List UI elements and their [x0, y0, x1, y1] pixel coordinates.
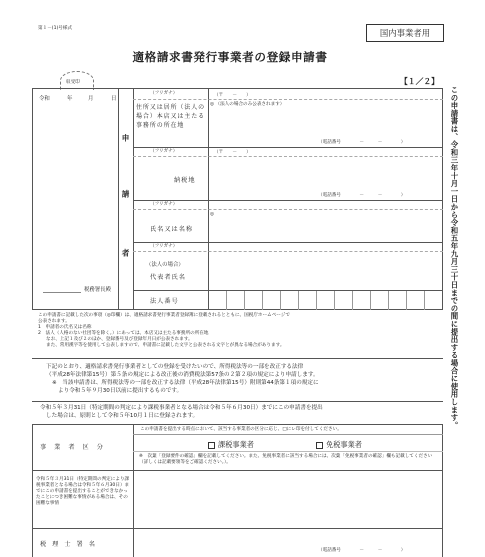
name-public-mark-icon: ◎	[210, 212, 215, 217]
applicant-char-1: 申	[121, 134, 130, 143]
notice-item-4: また、常用漢字等を使用して公表しますので、申請書に記載した文字と公表される文字とが異なる場合があります。	[46, 343, 285, 348]
biz-section-note: ※ 次葉「登録要件の確認」欄を記載してください。また、免税事業者に該当する場合には、次葉「免税事業者の確認」欄も記載してください（詳しくは記載要領等をご確認ください。）。	[139, 454, 433, 465]
domestic-badge: 国内事業者用	[366, 24, 444, 42]
date-day: 日	[111, 96, 117, 102]
biz-section-label: 事業者区分	[40, 444, 111, 451]
form-code: 第１－(1)号様式	[38, 26, 73, 31]
page-indicator: 【１／２】	[400, 77, 439, 86]
notice-item-3: なお、上記１及び２のほか、登録番号及び登録年月日が公表されます。	[46, 337, 193, 342]
deadline-note	[32, 404, 443, 420]
notice-line-2: 公表されます。	[38, 319, 70, 324]
name-furigana: （フリガナ）	[150, 202, 178, 207]
address-note: （法人の場合のみ公表されます）	[215, 102, 285, 107]
option-taxable[interactable]	[208, 440, 254, 450]
exempt-checkbox[interactable]	[316, 442, 323, 449]
biz-section-instruction: この申請書を提出する時点において、該当する事業者の区分に応じ、□にレ印を付してください。	[140, 427, 342, 432]
bottom-phone: （電話番号 － － ）	[318, 548, 406, 553]
statement-line-1: 下記のとおり、適格請求書発行事業者としての登録を受けたいので、所得税法等の一部を改正する法律	[46, 364, 304, 370]
exempt-label: 免税事業者	[326, 440, 362, 449]
date-year: 年	[67, 96, 73, 102]
option-exempt[interactable]	[316, 440, 362, 450]
applicant-char-3: 者	[121, 249, 130, 258]
address-phone: （電話番号 － － ）	[318, 140, 406, 145]
address-postal: （〒 － ）	[214, 93, 251, 98]
application-statement	[32, 358, 443, 402]
tax-accountant-label: 税理士署名	[40, 541, 101, 548]
deadline-line-2: した場合は、原則として令和５年10月１日に登録されます。	[46, 413, 199, 419]
usage-period-note: この申請書は、令和三年十月一日から令和五年九月三十日までの間に提出する場合に使用します。	[450, 86, 459, 430]
taxplace-postal: （〒 － ）	[214, 150, 251, 155]
taxplace-phone: （電話番号 － － ）	[318, 193, 406, 198]
notice-line-1: この申請書に記載した次の事項（◎印欄）は、適格請求書発行事業者登録簿に登載されるとともに、国税庁ホームページで	[38, 313, 290, 318]
difficulty-label: 令和５年３月31日（特定期間の判定により課税事業者となる場合は令和５年６月30日）までにこの申請書を提出することができなかったことにつき困難な事情がある場合は、その困難な事情	[36, 477, 130, 506]
deadline-line-1: 令和５年３月31日（特定期間の判定により課税事業者となる場合は令和５年６月30日）までにこの申請書を提出	[40, 405, 323, 411]
rep-label-2: 代表者氏名	[150, 274, 186, 281]
form-title: 適格請求書発行事業者の登録申請書	[132, 50, 328, 64]
date-month: 月	[88, 96, 94, 102]
tax-office-label: 税務署長殿	[84, 287, 111, 293]
statement-line-2: （平成28年法律第15号）第５条の規定による改正後の消費税法第57条の２第２項の規定により申請します。	[46, 372, 319, 378]
applicant-frame	[32, 88, 443, 310]
taxable-label: 課税事業者	[218, 440, 254, 449]
address-label: 住所又は居所（法人の場合）本店又は主たる事務所の所在地	[136, 104, 206, 129]
date-era: 令和	[39, 96, 50, 102]
public-mark-icon: ◎	[210, 102, 215, 107]
corp-number-label: 法人番号	[150, 298, 179, 305]
taxplace-furigana: （フリガナ）	[150, 149, 178, 154]
statement-line-4: より令和５年９月30日以前に提出するものです。	[58, 388, 183, 394]
applicant-char-2: 請	[121, 190, 130, 199]
public-notice	[38, 313, 442, 349]
corp-number-cells[interactable]	[209, 291, 442, 310]
taxplace-label: 納税地	[174, 177, 196, 184]
receipt-stamp-label: 収受印	[66, 80, 80, 85]
notice-item-2: 2 法人（人格のない社団等を除く。）にあっては、本店又は主たる事務所の所在地	[38, 331, 209, 336]
address-furigana: （フリガナ）	[150, 91, 178, 96]
taxable-checkbox[interactable]	[208, 442, 215, 449]
statement-line-3: ※ 当該申請書は、所得税法等の一部を改正する法律（平成28年法律第15号）附則第44条第１項の規定に	[52, 380, 319, 386]
notice-item-1: 1 申請者の氏名又は名称	[38, 325, 92, 330]
rep-label-1: （法人の場合）	[146, 262, 184, 268]
name-label: 氏名又は名称	[150, 226, 194, 233]
rep-furigana: （フリガナ）	[150, 244, 178, 249]
